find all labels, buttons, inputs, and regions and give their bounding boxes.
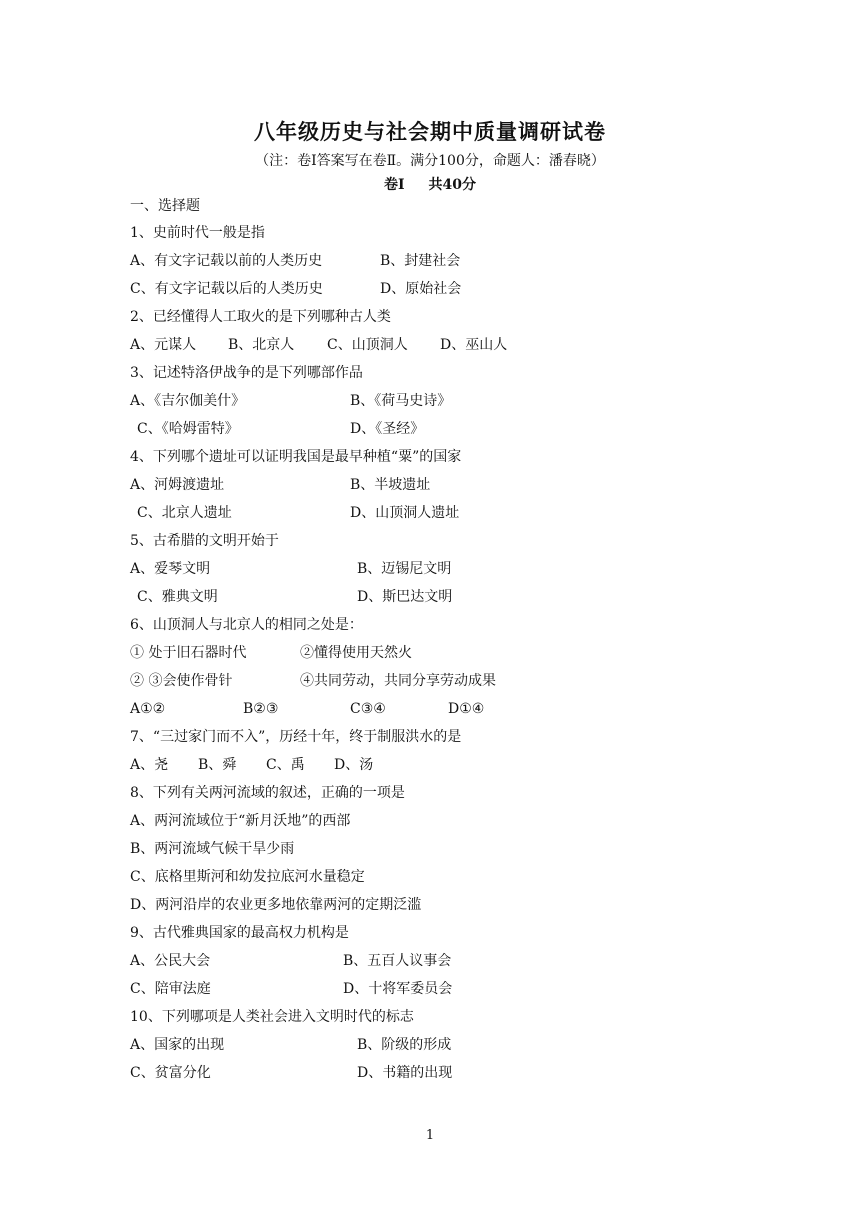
- option: D、两河沿岸的农业更多地依靠两河的定期泛滥: [130, 897, 422, 913]
- question-stem: 3、记述特洛伊战争的是下列哪部作品: [130, 365, 363, 381]
- option: B、阶级的形成: [357, 1037, 452, 1053]
- option: C③④: [350, 701, 386, 717]
- option: ① 处于旧石器时代: [130, 645, 247, 661]
- option: D、书籍的出现: [357, 1065, 453, 1081]
- question-stem: 8、下列有关两河流域的叙述，正确的一项是: [130, 785, 405, 801]
- option: A、河姆渡遗址: [130, 477, 225, 493]
- option: D、山顶洞人遗址: [350, 505, 460, 521]
- option: A、元谋人: [130, 337, 197, 353]
- option: B、迈锡尼文明: [357, 561, 452, 577]
- option: B、两河流域气候干旱少雨: [130, 841, 295, 857]
- option: D、原始社会: [380, 281, 462, 297]
- option: B、封建社会: [380, 253, 461, 269]
- option: C、有文字记载以后的人类历史: [130, 281, 323, 297]
- volume-score: 共40分: [428, 177, 477, 193]
- option: C、陪审法庭: [130, 981, 211, 997]
- option: D、《圣经》: [350, 421, 425, 437]
- option: C、山顶洞人: [327, 337, 408, 353]
- question-stem: 7、“三过家门而不入”，历经十年，终于制服洪水的是: [130, 729, 462, 745]
- option: D、斯巴达文明: [357, 589, 453, 605]
- option: A、两河流域位于“新月沃地”的西部: [130, 813, 351, 829]
- option: C、雅典文明: [137, 589, 218, 605]
- option: D、汤: [334, 757, 374, 773]
- volume-label: 卷Ⅰ: [383, 177, 405, 193]
- option: A、尧: [130, 757, 169, 773]
- option: ②懂得使用天然火: [300, 645, 412, 661]
- option: A、《吉尔伽美什》: [130, 393, 246, 409]
- option: D、十将军委员会: [343, 981, 453, 997]
- question-stem: 10、下列哪项是人类社会进入文明时代的标志: [130, 1009, 414, 1025]
- option: C、禹: [266, 757, 305, 773]
- option: ② ③会使作骨针: [130, 673, 233, 689]
- option: B、舜: [198, 757, 237, 773]
- option: C、北京人遗址: [137, 505, 232, 521]
- page-title: 八年级历史与社会期中质量调研试卷: [254, 119, 606, 144]
- question-stem: 2、已经懂得人工取火的是下列哪种古人类: [130, 309, 391, 325]
- question-stem: 6、山顶洞人与北京人的相同之处是：: [130, 617, 363, 633]
- option: D、巫山人: [440, 337, 508, 353]
- option: B、《荷马史诗》: [350, 393, 452, 409]
- option: C、贫富分化: [130, 1065, 211, 1081]
- page-number: 1: [425, 1128, 435, 1143]
- option: A、爱琴文明: [130, 561, 211, 577]
- volume-heading: [0, 174, 860, 194]
- option: C、底格里斯河和幼发拉底河水量稳定: [130, 869, 365, 885]
- option: B、北京人: [228, 337, 295, 353]
- option: A①②: [130, 701, 166, 717]
- option: B、半坡遗址: [350, 477, 431, 493]
- question-stem: 5、古希腊的文明开始于: [130, 533, 279, 549]
- option: D①④: [448, 701, 485, 717]
- option: B、五百人议事会: [343, 953, 452, 969]
- question-stem: 4、下列哪个遗址可以证明我国是最早种植“粟”的国家: [130, 449, 462, 465]
- option: ④共同劳动，共同分享劳动成果: [300, 673, 496, 689]
- option: A、公民大会: [130, 953, 211, 969]
- option: C、《哈姆雷特》: [137, 421, 239, 437]
- exam-note: （注：卷Ⅰ答案写在卷Ⅱ。满分100分，命题人：潘春晓）: [255, 153, 605, 169]
- section-heading: 一、选择题: [130, 198, 200, 214]
- question-stem: 9、古代雅典国家的最高权力机构是: [130, 925, 349, 941]
- option: B②③: [243, 701, 279, 717]
- option: A、国家的出现: [130, 1037, 225, 1053]
- option: A、有文字记载以前的人类历史: [130, 253, 323, 269]
- question-stem: 1、史前时代一般是指: [130, 225, 265, 241]
